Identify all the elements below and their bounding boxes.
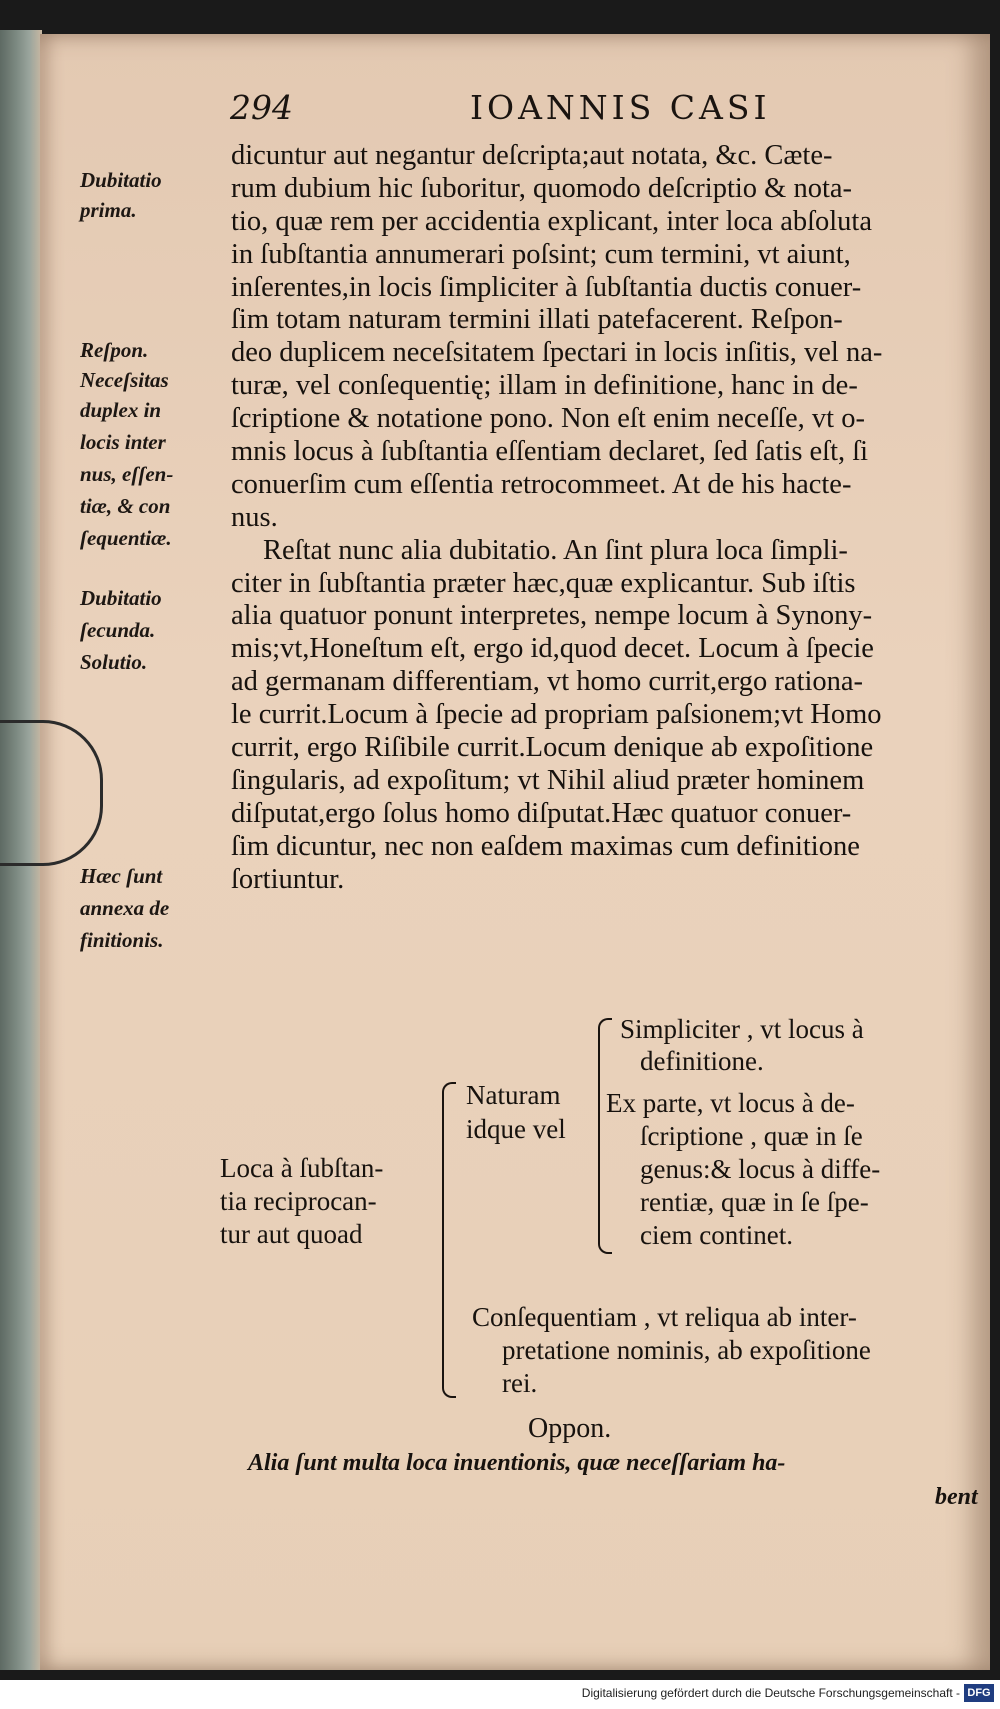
margin-note: Solutio.: [80, 650, 148, 674]
text-line: ſingularis, ad expoſitum; vt Nihil aliud præter hominem: [231, 764, 865, 796]
classification-diagram: [180, 1010, 980, 1410]
text-line: le currit.Locum à ſpecie ad propriam paſsionem;vt Homo: [231, 699, 882, 731]
diagram-naturam-line: Naturam: [466, 1080, 561, 1110]
footer-bar: [0, 1680, 1000, 1709]
margin-note: locis inter: [80, 430, 166, 454]
main-text: [231, 140, 971, 896]
text-line: citer in ſubſtantia præter hæc,quæ explicantur. Sub iſtis: [231, 567, 856, 599]
text-line: conuerſim cum eſſentia retrocommeet. At de his hacte-: [231, 468, 852, 500]
diagram-consequentiam-line: Conſequentiam , vt reliqua ab inter-: [472, 1302, 857, 1332]
text-line: rum dubium hic ſuboritur, quomodo deſcriptio & nota-: [231, 172, 853, 204]
dfg-logo: DFG: [964, 1684, 994, 1702]
text-line: alia quatuor ponunt interpretes, nempe locum à Synony-: [231, 600, 873, 632]
diagram-simpliciter-line: definitione.: [640, 1046, 764, 1076]
running-head: IOANNIS CASI: [470, 88, 771, 127]
text-line: Reſtat nunc alia dubitatio. An ſint plura loca ſimpli-: [263, 534, 848, 566]
diagram-consequentiam-line: pretatione nominis, ab expoſitione: [502, 1335, 871, 1365]
text-line: deo duplicem neceſsitatem ſpectari in locis inſitis, vel na-: [231, 337, 883, 369]
catchline: Alia ſunt multa loca inuentionis, quæ neceſſariam ha-: [248, 1450, 786, 1476]
catchword: bent: [935, 1484, 978, 1510]
text-line: turæ, vel conſequentię; illam in definitione, hanc in de-: [231, 370, 858, 402]
text-line: mnis locus à ſubſtantia eſſentiam declaret, ſed ſatis eſt, ſi: [231, 436, 869, 468]
diagram-root-line: tur aut quoad: [220, 1219, 363, 1249]
diagram-consequentiam-line: rei.: [502, 1368, 538, 1398]
diagram-naturam-line: idque vel: [466, 1114, 566, 1144]
margin-note: prima.: [80, 198, 137, 222]
text-line: mis;vt,Honeſtum eſt, ergo id,quod decet. Locum à ſpecie: [231, 633, 874, 665]
margin-note: annexa de: [80, 896, 170, 920]
text-line: tio, quæ rem per accidentia explicant, inter loca abſoluta: [231, 205, 872, 237]
margin-note: finitionis.: [80, 928, 164, 952]
diagram-simpliciter-line: Simpliciter , vt locus à: [620, 1014, 864, 1044]
text-line: ad germanam differentiam, vt homo currit,ergo rationa-: [231, 666, 864, 698]
text-line: diſputat,ergo ſolus homo diſputat.Hæc quatuor conuer-: [231, 797, 852, 829]
margin-note: Dubitatio: [80, 586, 162, 610]
margin-note: duplex in: [80, 398, 162, 422]
footer-credit: Digitalisierung gefördert durch die Deutsche Forschungsgemeinschaft -: [581, 1686, 960, 1700]
text-line: ſortiuntur.: [231, 863, 345, 895]
diagram-exparte-line: rentiæ, quæ in ſe ſpe-: [640, 1187, 869, 1217]
page-header: [230, 88, 950, 132]
margin-note: tiæ, & con: [80, 494, 171, 518]
margin-note: Neceſsitas: [80, 368, 169, 392]
text-line: currit, ergo Riſibile currit.Locum denique ab expoſitione: [231, 732, 874, 764]
text-line: ſim totam naturam termini illati patefacerent. Reſpon-: [231, 304, 843, 336]
margin-note: ſequentiæ.: [80, 526, 172, 550]
margin-note: Reſpon.: [80, 338, 149, 362]
text-line: nus.: [231, 501, 278, 533]
text-line: inſerentes,in locis ſimpliciter à ſubſtantia ductis conuer-: [231, 271, 862, 303]
brace-naturam: [598, 1018, 612, 1254]
text-line: in ſubſtantia annumerari poſsint; cum termini, vt aiunt,: [231, 238, 851, 270]
brace-main: [442, 1082, 456, 1398]
margin-note: Hæc ſunt: [80, 864, 163, 888]
diagram-exparte-line: genus:& locus à diffe-: [640, 1154, 881, 1184]
text-line: ſcriptione & notatione pono. Non eſt enim neceſſe, vt o-: [231, 403, 865, 435]
margin-note: nus, eſſen-: [80, 462, 174, 486]
page-number: 294: [230, 88, 293, 127]
text-line: dicuntur aut negantur deſcripta;aut notata, &c. Cæte-: [231, 140, 833, 171]
text-line: ſim dicuntur, nec non eaſdem maximas cum definitione: [231, 830, 860, 862]
section-heading: Oppon.: [528, 1413, 612, 1444]
margin-note: ſecunda.: [80, 618, 156, 642]
bookmark-ribbon: [0, 720, 103, 866]
diagram-exparte-line: ciem continet.: [640, 1220, 793, 1250]
margin-note: Dubitatio: [80, 168, 162, 192]
diagram-root-line: Loca à ſubſtan-: [220, 1153, 384, 1183]
diagram-exparte-line: ſcriptione , quæ in ſe: [640, 1121, 863, 1151]
diagram-exparte-line: Ex parte, vt locus à de-: [606, 1088, 855, 1118]
diagram-root-line: tia reciprocan-: [220, 1186, 377, 1216]
